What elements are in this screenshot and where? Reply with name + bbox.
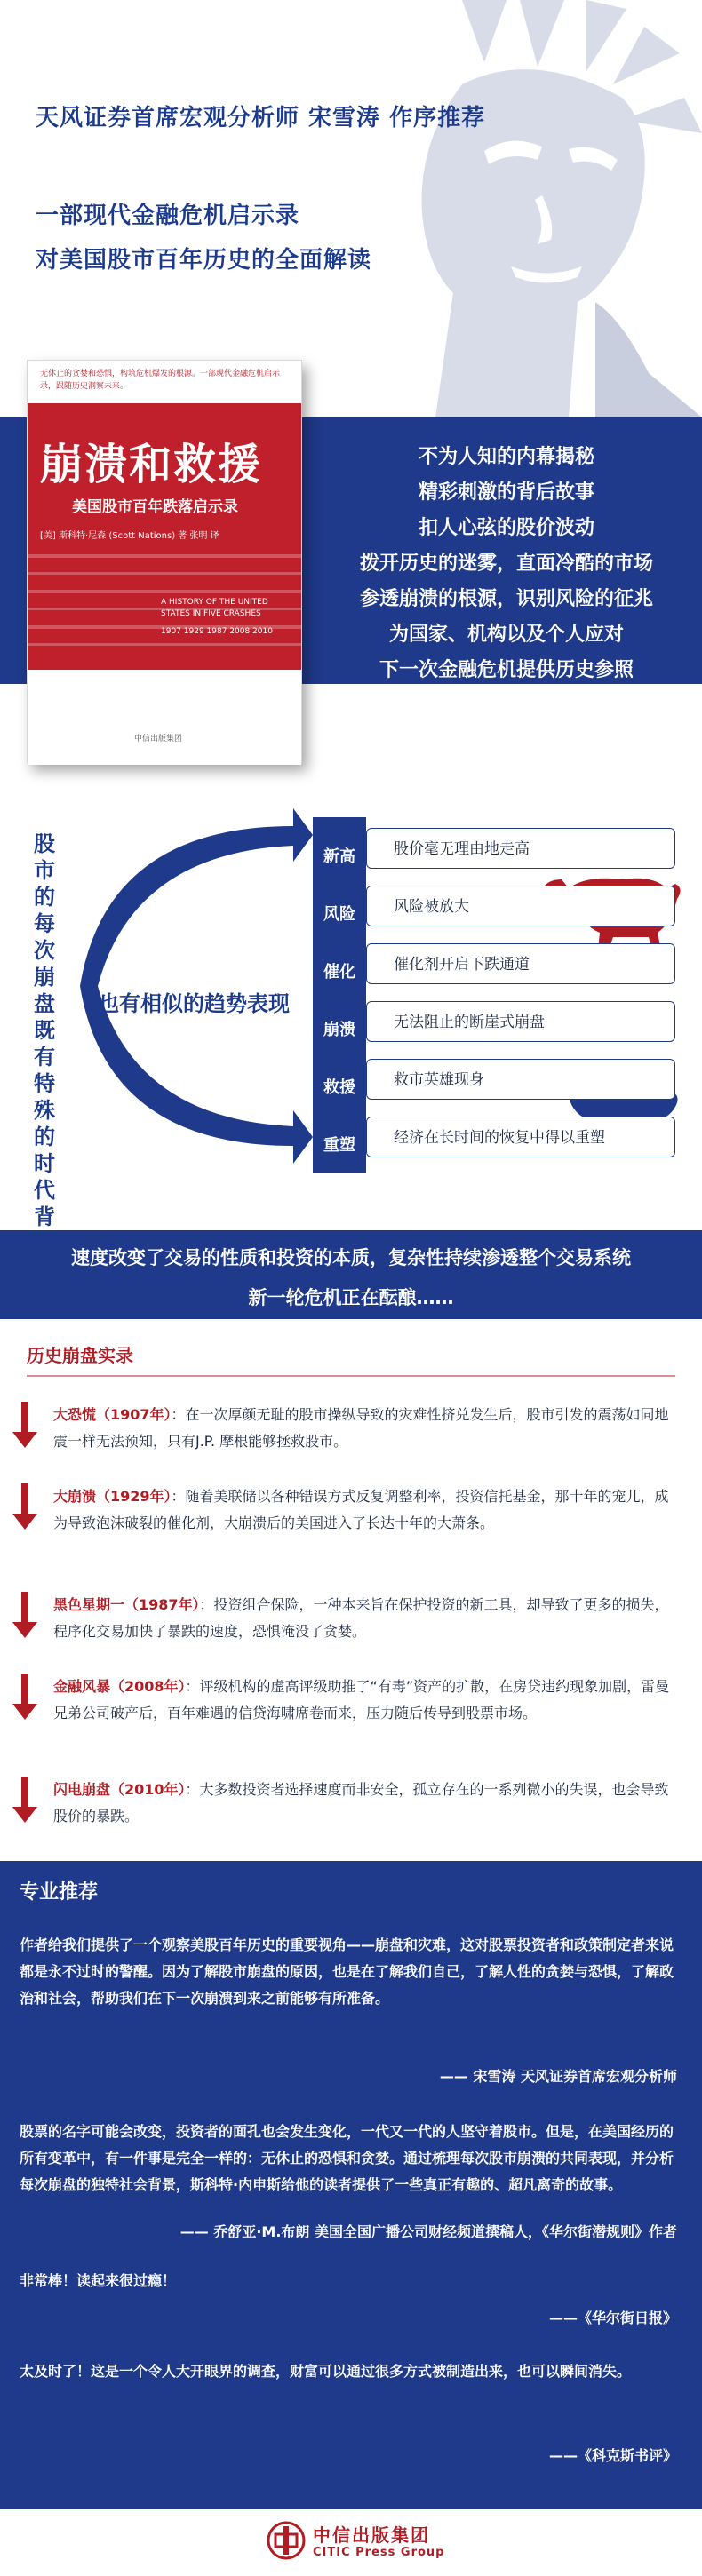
recommendation-signature-2: —— 乔舒亚·M.布朗 美国全国广播公司财经频道撰稿人，《华尔街潜规则》作者 — [179, 2223, 677, 2240]
stage-label-risk: 风险 — [323, 905, 355, 924]
stage-text: 股价毫无理由地走高 — [394, 840, 530, 858]
quote-line-2: 新一轮危机正在酝酿…… — [248, 1287, 454, 1308]
feature-item: 拨开历史的迷雾，直面冷酷的市场 — [359, 553, 653, 575]
hero-tagline-1: 一部现代金融危机启示录 — [36, 203, 300, 229]
statue-of-liberty-illustration — [329, 0, 702, 417]
down-arrow-icon — [12, 1674, 37, 1720]
stage-label-catalyst: 催化 — [323, 963, 355, 982]
quote-line-1: 速度改变了交易的性质和投资的本质，复杂性持续渗透整个交易系统 — [71, 1247, 631, 1268]
stage-text: 催化剂开启下跌通道 — [394, 956, 530, 974]
book-years: 1907 1929 1987 2008 2010 — [161, 627, 273, 636]
brand-name-en: CITIC Press Group — [313, 2546, 445, 2559]
book-title: 崩溃和救援 — [40, 440, 263, 489]
history-item-1987 — [53, 1592, 675, 1645]
history-item-text: ：大多数投资者选择速度而非安全，孤立存在的一系列微小的失误，也会导致股价的暴跌。 — [53, 1781, 669, 1825]
stage-text: 经济在长时间的恢复中得以重塑 — [394, 1129, 605, 1147]
stage-text: 风险被放大 — [394, 898, 469, 916]
history-item-text: ：评级机构的虚高评级助推了“有毒”资产的扩散，在房贷违约现象加剧，雷曼兄弟公司破产后，百年难遇的信贷海啸席卷而来，压力随后传导到股票市场。 — [53, 1678, 670, 1721]
book-red-panel — [28, 403, 301, 670]
recommendation-paragraph-1: 作者给我们提供了一个观察美股百年历史的重要视角——崩盘和灾难，这对股票投资者和政策制定者来说都是永不过时的警醒。因为了解股市崩盘的原因，也是在了解我们自己，了解人性的贪婪与恐惧，了解政治和社会，帮助我们在下一次崩溃到来之前能够有所准备。 — [20, 1936, 674, 2007]
history-item-1929 — [53, 1483, 675, 1537]
stage-text: 无法阻止的断崖式崩盘 — [394, 1014, 545, 1031]
hero-section — [0, 0, 702, 417]
recommendation-paragraph-3: 非常棒！读起来很过瘾！ — [20, 2272, 177, 2289]
down-arrow-icon — [12, 1777, 37, 1823]
stage-row-crash — [366, 1001, 675, 1042]
book-bottom-panel — [28, 670, 301, 765]
book-top-blurb: 无休止的贪婪和恐惧，构筑危机爆发的根源。一部现代金融危机启示录，跟随历史洞察未来。 — [28, 361, 301, 403]
down-arrow-icon — [12, 1483, 37, 1530]
feature-item: 下一次金融危机提供历史参照 — [379, 659, 634, 681]
stage-row-catalyst — [366, 943, 675, 984]
stage-row-rescue — [366, 1059, 675, 1100]
stage-label-crash: 崩溃 — [323, 1021, 355, 1039]
book-english-title: A HISTORY OF THE UNITED STATES IN FIVE CRASHES — [161, 598, 268, 618]
history-item-name: 黑色星期一（1987年） — [53, 1596, 200, 1613]
recommendation-paragraph-2: 股票的名字可能会改变，投资者的面孔也会发生变化，一代又一代的人坚守着股市。但是，在美国经历的所有变革中，有一件事是完全一样的：无休止的恐惧和贪婪。通过梳理每次股市崩溃的共同表现，并分析每次崩盘的独特社会背景，斯科特·内申斯给他的读者提供了一些真正有趣的、超凡离奇的故事。 — [20, 2123, 674, 2193]
recommendation-paragraph-4: 太及时了！这是一个令人大开眼界的调查，财富可以通过很多方式被制造出来，也可以瞬间消失。 — [20, 2363, 632, 2380]
recommendation-signature-4: ——《科克斯书评》 — [548, 2447, 677, 2464]
book-authors: [美] 斯科特·尼森 (Scott Nations) 著 张明 译 — [40, 531, 219, 541]
feature-item: 参透崩溃的根源，识别风险的征兆 — [359, 588, 653, 610]
history-item-name: 大恐慌（1907年） — [53, 1406, 172, 1423]
history-divider — [27, 1375, 675, 1377]
down-arrow-icon — [12, 1592, 37, 1638]
history-item-1907 — [53, 1402, 675, 1455]
stage-row-new-high — [366, 828, 675, 869]
brand-name-cn: 中信出版集团 — [313, 2524, 430, 2546]
citic-logo-icon — [267, 2521, 306, 2560]
diagram-vertical-heading: 股市的每次崩盘既有特殊的时代背 — [34, 831, 55, 1229]
recommendation-title: 专业推荐 — [20, 1881, 99, 1904]
feature-item: 扣人心弦的股价波动 — [418, 517, 594, 539]
history-item-text: ：在一次厚颜无耻的股市操纵导致的灾难性挤兑发生后，股市引发的震荡如同地震一样无法预知，只有J.P. 摩根能够拯救股市。 — [53, 1406, 669, 1450]
book-publisher: 中信出版集团 — [134, 735, 183, 743]
stage-row-risk — [366, 886, 675, 926]
book-cover — [27, 360, 302, 764]
history-title: 历史崩盘实录 — [27, 1345, 133, 1366]
feature-item: 不为人知的内幕揭秘 — [418, 446, 594, 468]
history-item-name: 大崩溃（1929年） — [53, 1488, 172, 1505]
history-item-2010 — [53, 1777, 675, 1830]
history-item-text: ：随着美联储以各种错误方式反复调整利率，投资信托基金，那十年的宠儿，成为导致泡沫破裂的催化剂，大崩溃后的美国进入了长达十年的大萧条。 — [53, 1488, 669, 1531]
stage-text: 救市英雄现身 — [394, 1071, 484, 1089]
recommendation-signature-1: —— 宋雪涛 天风证券首席宏观分析师 — [439, 2068, 677, 2085]
history-item-text: ：投资组合保险，一种本来旨在保护投资的新工具，却导致了更多的损失，程序化交易加快了暴跌的速度，恐惧淹没了贪婪。 — [53, 1596, 669, 1640]
history-item-name: 闪电崩盘（2010年） — [53, 1781, 186, 1798]
feature-item: 为国家、机构以及个人应对 — [388, 624, 624, 646]
book-subtitle: 美国股市百年跌落启示录 — [72, 498, 238, 516]
stage-label-reshape: 重塑 — [323, 1136, 355, 1155]
history-item-2008 — [53, 1674, 675, 1727]
diagram-middle-text: 也有相似的趋势表现 — [98, 991, 290, 1016]
stage-row-reshape — [366, 1117, 675, 1157]
hero-tagline-2: 对美国股市百年历史的全面解读 — [36, 247, 372, 274]
stage-label-rescue: 救援 — [323, 1078, 355, 1097]
history-item-name: 金融风暴（2008年） — [53, 1678, 186, 1695]
feature-item: 精彩刺激的背后故事 — [418, 481, 594, 504]
stage-label-new-high: 新高 — [323, 847, 355, 866]
recommendation-signature-3: ——《华尔街日报》 — [548, 2310, 677, 2326]
down-arrow-icon — [12, 1402, 37, 1448]
hero-endorsement: 天风证券首席宏观分析师 宋雪涛 作序推荐 — [36, 105, 486, 131]
feature-list — [338, 440, 675, 688]
